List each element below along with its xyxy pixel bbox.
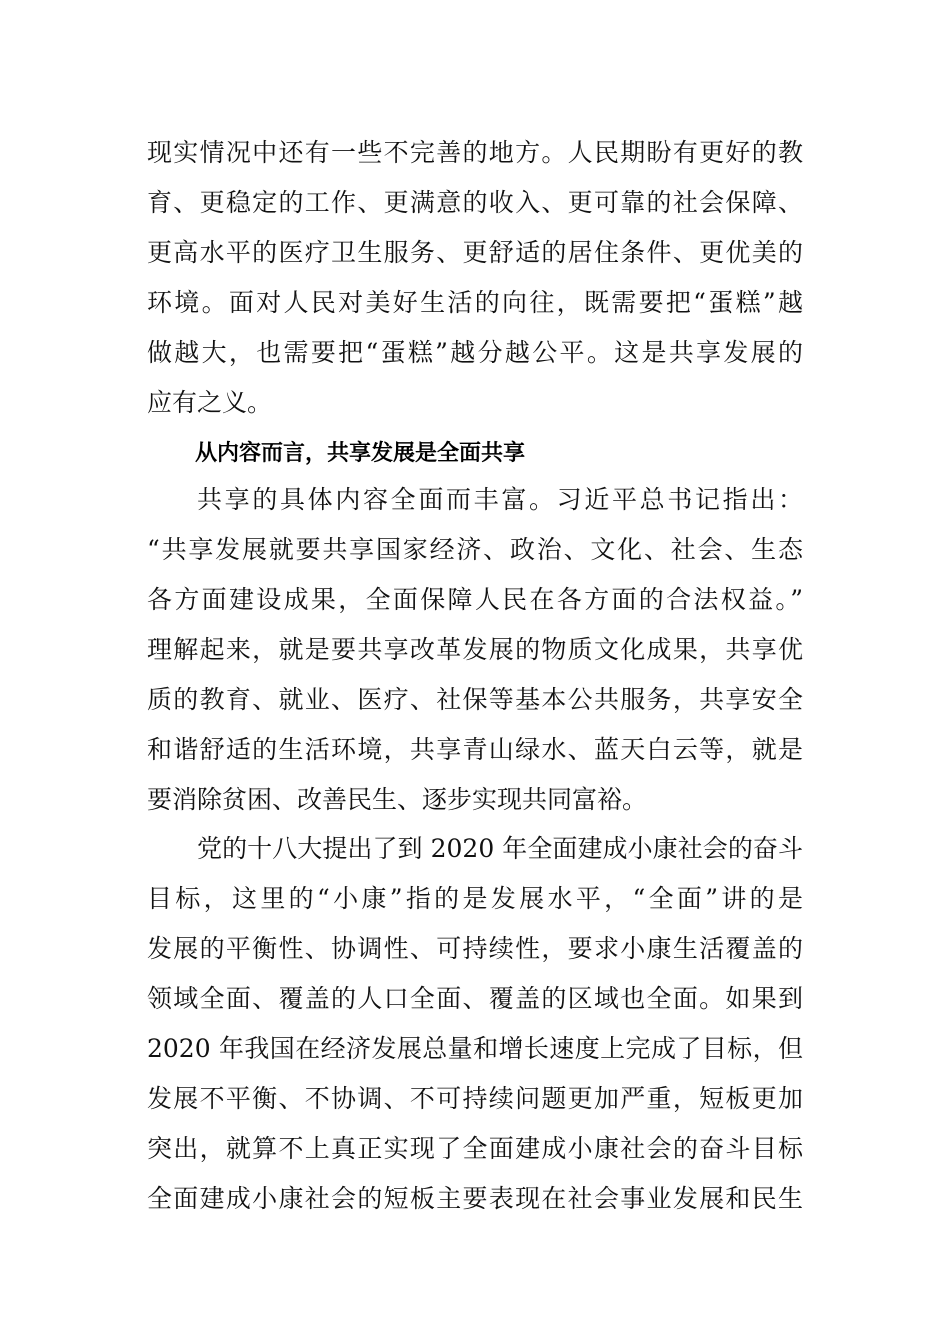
paragraph-2-line-6: 和谐舒适的生活环境，共享青山绿水、蓝天白云等，就是 [147, 735, 803, 764]
paragraph-3-line-5: 2020 年我国在经济发展总量和增长速度上完成了目标，但 [147, 1034, 803, 1063]
paragraph-2-line-1: 共享的具体内容全面而丰富。习近平总书记指出： [197, 485, 803, 514]
paragraph-1-line-4: 环境。面对人民对美好生活的向往，既需要把“蛋糕”越 [147, 288, 803, 317]
paragraph-3-line-7: 突出，就算不上真正实现了全面建成小康社会的奋斗目标 [147, 1134, 803, 1163]
paragraph-3-line-1: 党的十八大提出了到 2020 年全面建成小康社会的奋斗 [197, 834, 803, 863]
paragraph-3-line-3: 发展的平衡性、协调性、可持续性，要求小康生活覆盖的 [147, 934, 803, 963]
paragraph-1-line-6: 应有之义。 [147, 388, 273, 417]
paragraph-2-line-2: “共享发展就要共享国家经济、政治、文化、社会、生态 [147, 535, 803, 564]
paragraph-3-line-6: 发展不平衡、不协调、不可持续问题更加严重，短板更加 [147, 1084, 803, 1113]
paragraph-3-line-4: 领域全面、覆盖的人口全面、覆盖的区域也全面。如果到 [147, 984, 803, 1013]
paragraph-3-line-2: 目标，这里的“小康”指的是发展水平，“全面”讲的是 [147, 884, 803, 913]
paragraph-1-line-2: 育、更稳定的工作、更满意的收入、更可靠的社会保障、 [147, 188, 803, 217]
paragraph-2-line-3: 各方面建设成果，全面保障人民在各方面的合法权益。” [147, 585, 803, 614]
section-heading: 从内容而言，共享发展是全面共享 [195, 441, 526, 466]
paragraph-1-line-1: 现实情况中还有一些不完善的地方。人民期盼有更好的教 [147, 138, 803, 167]
paragraph-3-line-8: 全面建成小康社会的短板主要表现在社会事业发展和民生 [147, 1184, 803, 1213]
paragraph-2-line-7: 要消除贫困、改善民生、逐步实现共同富裕。 [147, 785, 648, 814]
paragraph-2-line-4: 理解起来，就是要共享改革发展的物质文化成果，共享优 [147, 635, 803, 664]
paragraph-1-line-3: 更高水平的医疗卫生服务、更舒适的居住条件、更优美的 [147, 238, 803, 267]
paragraph-2-line-5: 质的教育、就业、医疗、社保等基本公共服务，共享安全 [147, 685, 803, 714]
paragraph-1-line-5: 做越大，也需要把“蛋糕”越分越公平。这是共享发展的 [147, 338, 803, 367]
